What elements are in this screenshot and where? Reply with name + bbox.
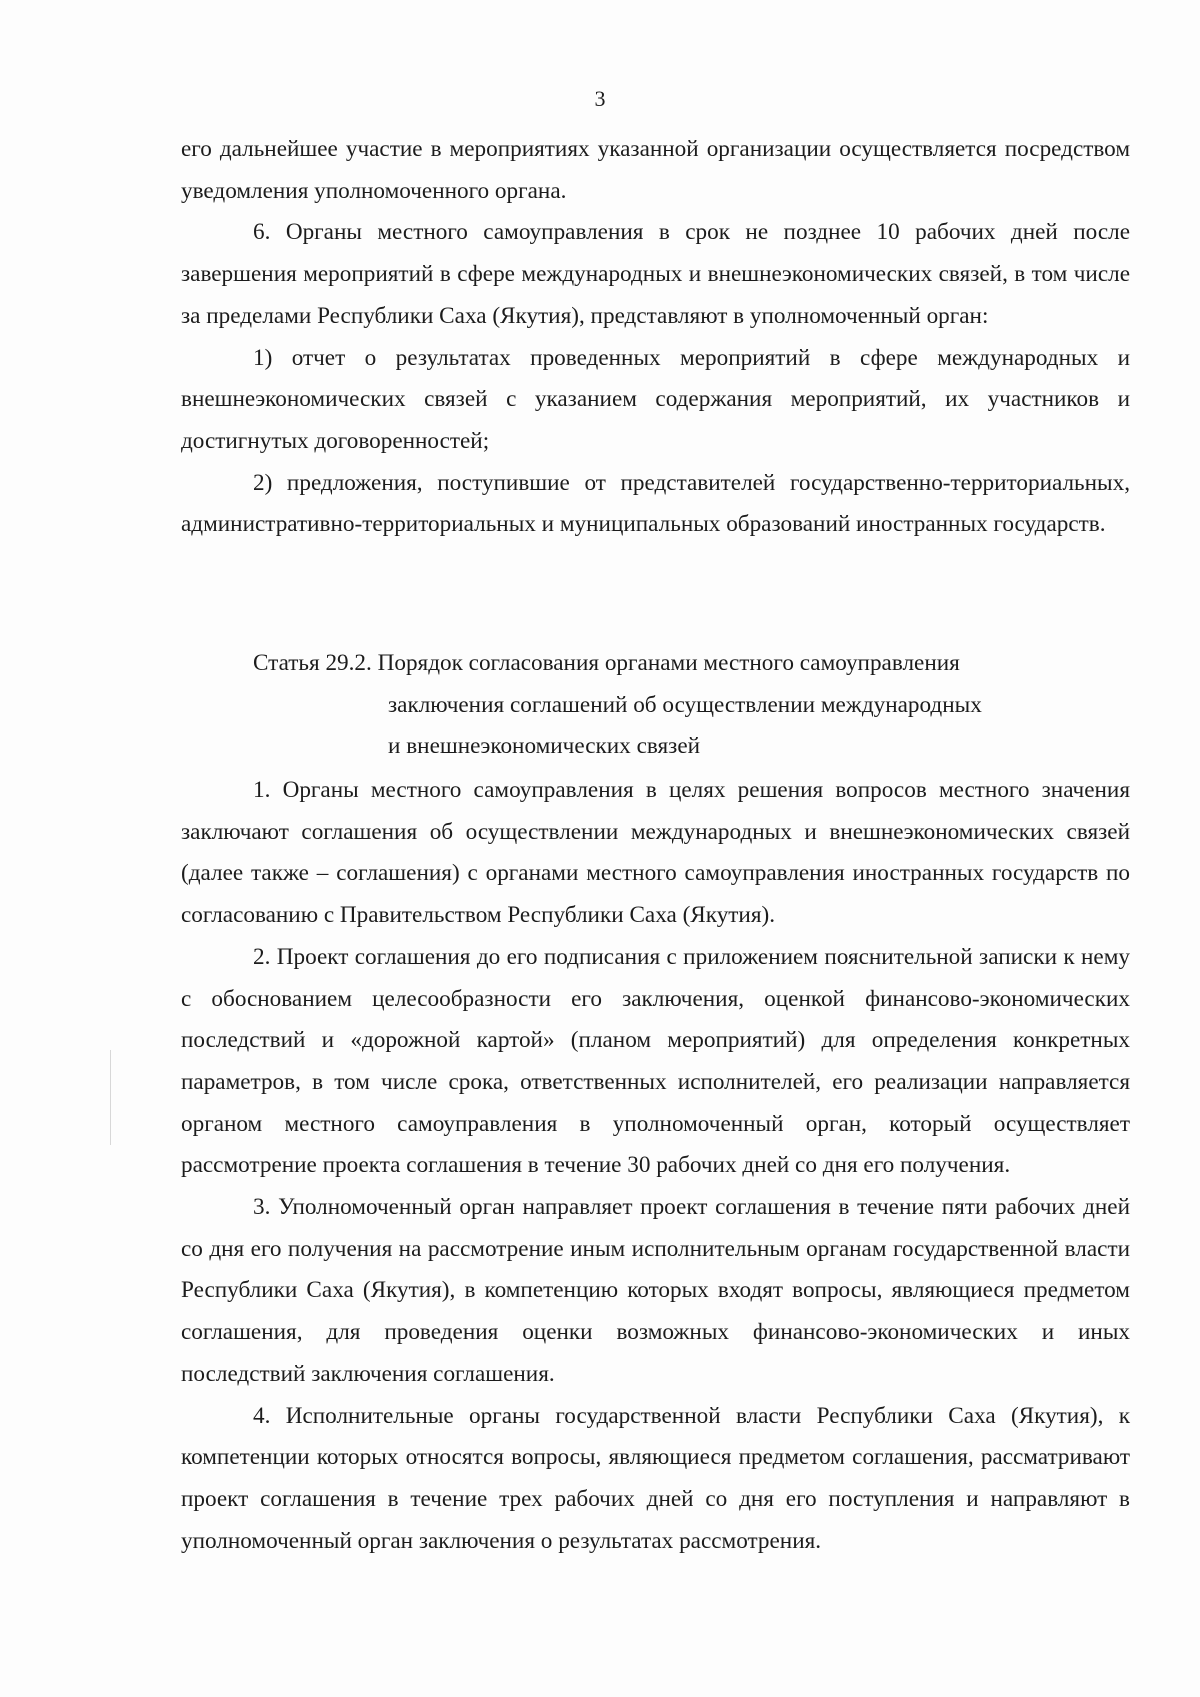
paragraph-article-item-3: 3. Уполномоченный орган направляет проект соглашения в течение пяти рабочих дней со дня его получения на рассмотрение иным исполнительным органам государственной власти Республики Саха (Якутия), в компетенцию которых входят вопросы, являющиеся предметом соглашения, для проведения оценки возможных финансово-экономических и иных последствий заключения соглашения. <box>181 1194 1130 1387</box>
article-heading-line-3: и внешнеэкономических связей <box>388 733 701 760</box>
paragraph-article-item-1: 1. Органы местного самоуправления в целях решения вопросов местного значения заключают соглашения об осуществлении международных и внешнеэкономических связей (далее также – соглашения) с органами местного самоуправления иностранных государств по согласованию с Правительством Республики Саха (Якутия). <box>181 777 1130 929</box>
text-block-upper <box>181 129 1130 546</box>
paragraph-item-6-2: 2) предложения, поступившие от представителей государственно-территориальных, административно-территориальных и муниципальных образований иностранных государств. <box>181 469 1130 538</box>
scan-margin-mark <box>110 1050 111 1145</box>
paragraph-item-6-1: 1) отчет о результатах проведенных мероприятий в сфере международных и внешнеэкономических связей с указанием содержания мероприятий, их участников и достигнутых договоренностей; <box>181 344 1130 454</box>
article-heading-line-1: Статья 29.2. Порядок согласования органами местного самоуправления <box>253 650 960 676</box>
paragraph-continuation: его дальнейшее участие в мероприятиях указанной организации осуществляется посредством уведомления уполномоченного органа. <box>181 136 1130 204</box>
paragraph-item-6: 6. Органы местного самоуправления в срок не позднее 10 рабочих дней после завершения мероприятий в сфере международных и внешнеэкономических связей, в том числе за пределами Республики Саха (Якутия), представляют в уполномоченный орган: <box>181 219 1130 329</box>
paragraph-article-item-2: 2. Проект соглашения до его подписания с приложением пояснительной записки к нему с обоснованием целесообразности его заключения, оценкой финансово-экономических последствий и «дорожной картой» (планом мероприятий) для определения конкретных параметров, в том числе срока, ответственных исполнителей, его реализации направляется органом местного самоуправления в уполномоченный орган, который осуществляет рассмотрение проекта соглашения в течение 30 рабочих дней со дня его получения. <box>181 943 1130 1179</box>
article-heading-line-2: заключения соглашений об осуществлении международных <box>388 691 982 718</box>
article-heading <box>253 643 982 768</box>
page-number: 3 <box>594 86 606 111</box>
paragraph-article-item-4: 4. Исполнительные органы государственной власти Республики Саха (Якутия), к компетенции которых относятся вопросы, являющиеся предметом соглашения, рассматривают проект соглашения в течение трех рабочих дней со дня его поступления и направляют в уполномоченный орган заключения о результатах рассмотрения. <box>181 1402 1130 1554</box>
text-block-article-body <box>181 770 1130 1562</box>
